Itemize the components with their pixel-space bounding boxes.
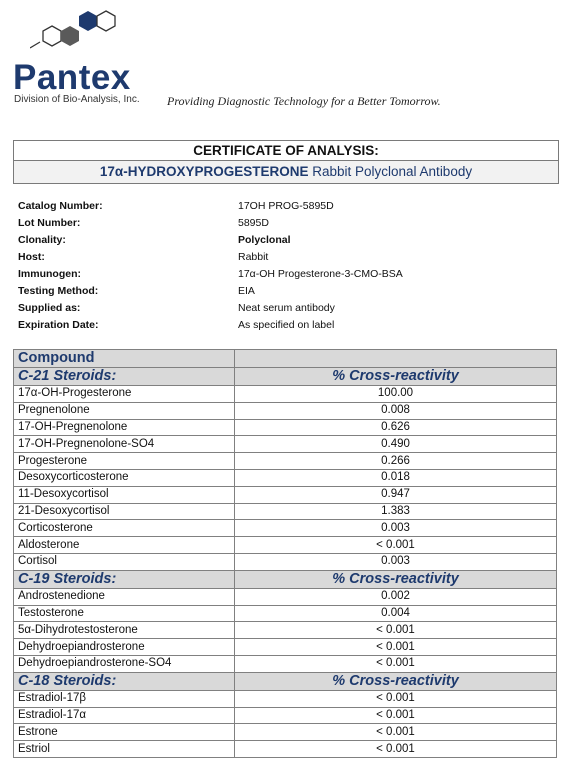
compound-name: 21-Desoxycortisol: [14, 503, 235, 520]
compound-name: Dehydroepiandrosterone-SO4: [14, 655, 235, 672]
cross-reactivity-value: 0.008: [235, 402, 557, 419]
info-value: 17α-OH Progesterone-3-CMO-BSA: [238, 268, 403, 280]
compound-name: Testosterone: [14, 605, 235, 622]
product-info: [18, 198, 403, 334]
product-name-rest: Rabbit Polyclonal Antibody: [308, 164, 473, 179]
section-column-title: % Cross-reactivity: [235, 672, 557, 690]
cross-reactivity-value: < 0.001: [235, 707, 557, 724]
cross-reactivity-value: 100.00: [235, 386, 557, 403]
cross-reactivity-value: < 0.001: [235, 690, 557, 707]
cross-reactivity-value: 0.490: [235, 436, 557, 453]
compound-name: 17-OH-Pregnenolone: [14, 419, 235, 436]
table-row: [14, 469, 557, 486]
table-row: [14, 486, 557, 503]
table-row: [14, 707, 557, 724]
cross-reactivity-value: 0.947: [235, 486, 557, 503]
table-row: [14, 724, 557, 741]
cross-reactivity-value: 0.003: [235, 520, 557, 537]
table-row: [14, 453, 557, 470]
certificate-box: [13, 140, 559, 184]
table-row: [14, 622, 557, 639]
info-row: [18, 283, 403, 300]
product-name: [14, 161, 558, 183]
info-row: [18, 232, 403, 249]
cross-reactivity-value: < 0.001: [235, 741, 557, 758]
compound-name: Estriol: [14, 741, 235, 758]
division-text: Division of Bio-Analysis, Inc.: [14, 94, 140, 105]
cross-reactivity-value: 0.018: [235, 469, 557, 486]
section-header-row: [14, 570, 557, 588]
header-blank: [235, 350, 557, 368]
table-row: [14, 503, 557, 520]
cross-reactivity-value: < 0.001: [235, 537, 557, 554]
tagline: Providing Diagnostic Technology for a Better Tomorrow.: [167, 94, 441, 108]
section-title: C-21 Steroids:: [14, 368, 235, 386]
info-row: [18, 198, 403, 215]
info-label: Catalog Number:: [18, 200, 103, 212]
compound-name: Aldosterone: [14, 537, 235, 554]
info-row: [18, 317, 403, 334]
cross-reactivity-value: 0.266: [235, 453, 557, 470]
compound-header: Compound: [14, 350, 235, 368]
info-label: Immunogen:: [18, 268, 81, 280]
compound-name: Estrone: [14, 724, 235, 741]
info-label: Lot Number:: [18, 217, 81, 229]
table-row: [14, 588, 557, 605]
info-row: [18, 249, 403, 266]
table-row: [14, 386, 557, 403]
table-row: [14, 402, 557, 419]
compound-name: Androstenedione: [14, 588, 235, 605]
cross-reactivity-value: 0.003: [235, 553, 557, 570]
info-value: Polyclonal: [238, 234, 291, 246]
table-row: [14, 639, 557, 656]
compound-name: 17α-OH-Progesterone: [14, 386, 235, 403]
info-value: As specified on label: [238, 319, 335, 331]
info-value: 5895D: [238, 217, 269, 229]
table-row: [14, 553, 557, 570]
info-row: [18, 266, 403, 283]
brand-name: Pantex: [13, 58, 131, 97]
info-label: Clonality:: [18, 234, 66, 246]
info-value: EIA: [238, 285, 255, 297]
compound-name: Progesterone: [14, 453, 235, 470]
compound-name: Dehydroepiandrosterone: [14, 639, 235, 656]
compound-name: Pregnenolone: [14, 402, 235, 419]
certificate-title: CERTIFICATE OF ANALYSIS:: [14, 141, 558, 161]
cross-reactivity-table: [13, 349, 557, 758]
hexagon-molecule-icon: [30, 8, 120, 56]
cross-reactivity-value: < 0.001: [235, 724, 557, 741]
cross-reactivity-value: < 0.001: [235, 655, 557, 672]
table-row: [14, 605, 557, 622]
compound-name: 11-Desoxycortisol: [14, 486, 235, 503]
section-title: C-18 Steroids:: [14, 672, 235, 690]
compound-name: 17-OH-Pregnenolone-SO4: [14, 436, 235, 453]
cross-reactivity-value: 0.002: [235, 588, 557, 605]
section-column-title: % Cross-reactivity: [235, 570, 557, 588]
section-column-title: % Cross-reactivity: [235, 368, 557, 386]
info-row: [18, 215, 403, 232]
info-value: Rabbit: [238, 251, 269, 263]
section-header-row: [14, 672, 557, 690]
cross-reactivity-value: 0.004: [235, 605, 557, 622]
table-row: [14, 436, 557, 453]
table-row: [14, 520, 557, 537]
info-value: 17OH PROG-5895D: [238, 200, 334, 212]
product-name-bold: 17α-HYDROXYPROGESTERONE: [99, 164, 309, 179]
info-label: Supplied as:: [18, 302, 81, 314]
cross-reactivity-value: < 0.001: [235, 622, 557, 639]
compound-name: Estradiol-17β: [14, 690, 235, 707]
section-header-row: [14, 368, 557, 386]
table-header-row: [14, 350, 557, 368]
section-title: C-19 Steroids:: [14, 570, 235, 588]
compound-name: Cortisol: [14, 553, 235, 570]
info-label: Testing Method:: [18, 285, 99, 297]
cross-reactivity-value: 1.383: [235, 503, 557, 520]
compound-name: 5α-Dihydrotestosterone: [14, 622, 235, 639]
info-row: [18, 300, 403, 317]
info-value: Neat serum antibody: [238, 302, 335, 314]
table-row: [14, 537, 557, 554]
info-label: Expiration Date:: [18, 319, 99, 331]
compound-name: Desoxycorticosterone: [14, 469, 235, 486]
table-row: [14, 419, 557, 436]
cross-reactivity-value: < 0.001: [235, 639, 557, 656]
table-row: [14, 690, 557, 707]
table-row: [14, 655, 557, 672]
compound-name: Corticosterone: [14, 520, 235, 537]
table-row: [14, 741, 557, 758]
cross-reactivity-value: 0.626: [235, 419, 557, 436]
compound-name: Estradiol-17α: [14, 707, 235, 724]
info-label: Host:: [18, 251, 45, 263]
